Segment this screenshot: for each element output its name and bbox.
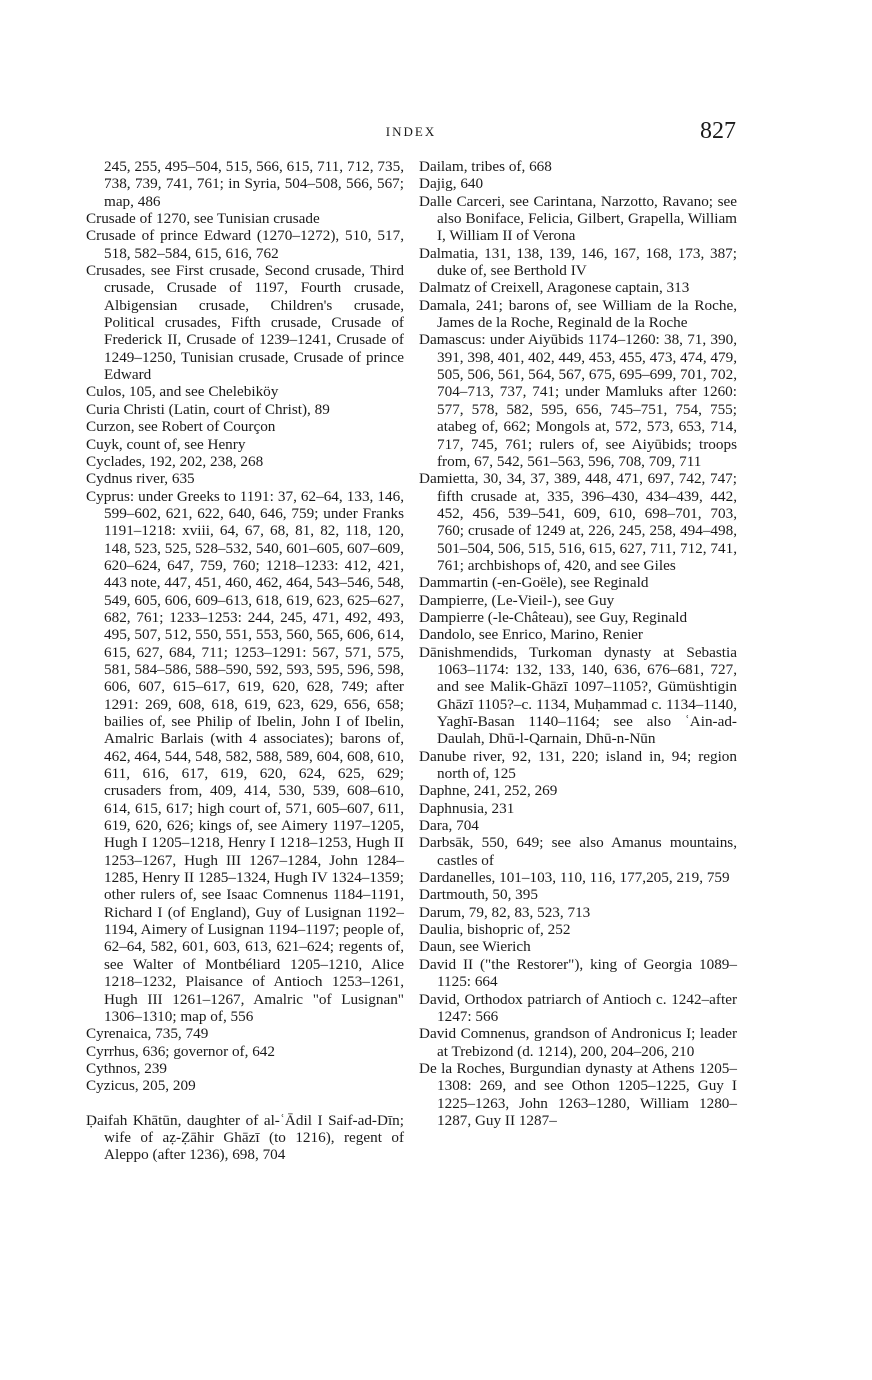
running-head	[86, 120, 736, 150]
index-entry: Cyprus: under Greeks to 1191: 37, 62–64, 133, 146, 599–602, 621, 622, 640, 646, 759; under Franks 1191–1218: xviii, 64, 67, 68, 81, 82, 118, 120, 148, 523, 525, 528–532, 540, 601–605, 607–609, 620–624, 647, 759, 760; 1218–1233: 412, 421, 443 note, 447, 451, 460, 462, 464, 543–546, 548, 549, 605, 606, 609–613, 618, 619, 623, 625–627, 682, 761; 1233–1253: 244, 245, 471, 492, 493, 495, 507, 512, 550, 551, 553, 560, 565, 606, 614, 615, 627, 684, 711; 1253–1291: 567, 571, 575, 581, 584–586, 588–590, 592, 593, 595, 596, 598, 606, 607, 615–617, 619, 620, 628, 749; after 1291: 269, 608, 618, 619, 623, 629, 656, 658; bailies of, see Philip of Ibelin, John I of Ibelin, Amalric Barlais (with 4 associates); barons of, 462, 464, 544, 548, 582, 588, 589, 604, 608, 610, 611, 616, 617, 619, 620, 624, 625, 629; crusaders from, 409, 414, 530, 539, 608–610, 614, 615, 617; high court of, 571, 605–607, 611, 619, 620, 626; kings of, see Aimery 1197–1205, Hugh I 1205–1218, Henry I 1218–1253, Hugh II 1253–1267, Hugh III 1267–1284, John 1284–1285, Henry II 1285–1324, Hugh IV 1324–1359; other rulers of, see Isaac Comnenus 1184–1191, Richard I (of England), Guy of Lusignan 1192–1194, Aimery of Lusignan 1194–1197; people of, 62–64, 582, 601, 603, 613, 621–624; regents of, see Walter of Montbéliard 1205–1210, Alice 1218–1232, Plaisance of Antioch 1253–1261, Hugh III 1261–1267, Amalric "of Lusignan" 1306–1310; map of, 556	[86, 487, 404, 1025]
index-entry: Dara, 704	[419, 817, 479, 835]
index-entry: Darum, 79, 82, 83, 523, 713	[419, 903, 591, 921]
index-entry: Dalmatia, 131, 138, 139, 146, 167, 168, 173, 387; duke of, see Berthold IV	[419, 244, 737, 280]
index-column-right	[419, 158, 737, 1129]
index-entry: Damala, 241; barons of, see William de la Roche, James de la Roche, Reginald de la Roche	[419, 296, 737, 332]
index-entry: Cuyk, count of, see Henry	[86, 435, 246, 453]
index-entry: Dardanelles, 101–103, 110, 116, 177,205, 219, 759	[419, 869, 730, 887]
page-number: 827	[700, 118, 736, 144]
index-entry: Dammartin (-en-Goële), see Reginald	[419, 574, 649, 592]
index-entry: Daphne, 241, 252, 269	[419, 782, 558, 800]
index-entry: Daulia, bishopric of, 252	[419, 921, 571, 939]
index-entry: Dandolo, see Enrico, Marino, Renier	[419, 626, 643, 644]
index-entry: Daun, see Wierich	[419, 938, 531, 956]
index-entry: Culos, 105, and see Chelebiköy	[86, 383, 279, 401]
index-entry: Cydnus river, 635	[86, 470, 195, 488]
index-entry: Dartmouth, 50, 395	[419, 886, 538, 904]
index-entry: Danube river, 92, 131, 220; island in, 94; region north of, 125	[419, 747, 737, 783]
index-entry: David II ("the Restorer"), king of Georgia 1089–1125: 664	[419, 955, 737, 991]
index-entry: Crusade of prince Edward (1270–1272), 510, 517, 518, 582–584, 615, 616, 762	[86, 227, 404, 262]
index-entry: Curia Christi (Latin, court of Christ), 89	[86, 400, 330, 418]
index-entry: Dampierre (-le-Château), see Guy, Reginald	[419, 608, 688, 626]
index-entry: Daphnusia, 231	[419, 799, 515, 817]
index-entry: De la Roches, Burgundian dynasty at Athens 1205–1308: 269, and see Othon 1205–1225, Guy I 1225–1263, John 1263–1280, William 1280–1287, Guy II 1287–	[419, 1059, 737, 1129]
index-entry: Cyrenaica, 735, 749	[86, 1025, 209, 1043]
index-entry: Damietta, 30, 34, 37, 389, 448, 471, 697, 742, 747; fifth crusade at, 335, 396–430, 434–439, 442, 452, 456, 539–541, 609, 610, 698–701, 703, 760; crusade of 1249 at, 226, 245, 258, 494–498, 501–504, 506, 515, 516, 615, 627, 711, 712, 741, 761; archbishops of, 420, and see Giles	[419, 470, 737, 574]
index-entry: Dalmatz of Creixell, Aragonese captain, 313	[419, 279, 690, 297]
index-entry: Crusade of 1270, see Tunisian crusade	[86, 210, 320, 228]
index-entry-continuation: 245, 255, 495–504, 515, 566, 615, 711, 712, 735, 738, 739, 741, 761; in Syria, 504–508, 566, 567; map, 486	[104, 158, 404, 210]
index-entry: Cyclades, 192, 202, 238, 268	[86, 452, 264, 470]
index-entry: David Comnenus, grandson of Andronicus I; leader at Trebizond (d. 1214), 200, 204–206, 210	[419, 1025, 737, 1060]
index-entry: Cyrrhus, 636; governor of, 642	[86, 1042, 275, 1060]
index-entry: Dajig, 640	[419, 175, 484, 193]
letter-section-break	[86, 1095, 404, 1112]
index-entry: Dalle Carceri, see Carintana, Narzotto, Ravano; see also Boniface, Felicia, Gilbert, Grapella, William I, William II of Verona	[419, 192, 737, 245]
running-title: INDEX	[385, 124, 437, 139]
index-entry: Crusades, see First crusade, Second crusade, Third crusade, Crusade of 1197, Fourth crusade, Albigensian crusade, Children's crusade, Political crusades, Fifth crusade, Crusade of Frederick II, Crusade of 1239–1241, Crusade of 1249–1250, Tunisian crusade, Crusade of prince Edward	[86, 262, 404, 384]
index-entry: Ḍaifah Khātūn, daughter of al-ʿĀdil I Saif-ad-Dīn; wife of aẓ-Ẓāhir Ghāzī (to 1216), regent of Aleppo (after 1236), 698, 704	[86, 1111, 404, 1164]
index-entry: Dailam, tribes of, 668	[419, 158, 552, 175]
index-entry: David, Orthodox patriarch of Antioch c. 1242–after 1247: 566	[419, 990, 737, 1025]
index-column-left	[86, 158, 404, 1164]
index-entry: Curzon, see Robert of Courçon	[86, 418, 276, 436]
index-entry: Cythnos, 239	[86, 1059, 168, 1077]
index-entry: Darbsāk, 550, 649; see also Amanus mountains, castles of	[419, 834, 737, 869]
index-entry: Cyzicus, 205, 209	[86, 1077, 196, 1095]
index-entry: Damascus: under Aiyūbids 1174–1260: 38, 71, 390, 391, 398, 401, 402, 449, 453, 455, 473, 474, 479, 505, 506, 561, 564, 567, 675, 695–699, 701, 702, 704–713, 737, 741; under Mamluks after 1260: 577, 578, 582, 595, 656, 745–751, 754, 755; atabeg of, 662; Mongols at, 572, 573, 653, 714, 717, 745, 761; rulers of, see Aiyūbids; troops from, 67, 542, 561–563, 596, 708, 709, 711	[419, 331, 737, 470]
index-entry: Dānishmendids, Turkoman dynasty at Sebastia 1063–1174: 132, 133, 140, 636, 676–681, 727, and see Malik-Ghāzī 1097–1105?, Gümüshtigin Ghāzī 1105?–c. 1134, Muḥammad c. 1134–1140, Yaghī-Basan 1140–1164; see also ʿAin-ad-Daulah, Dhū-l-Qarnain, Dhū-n-Nūn	[419, 643, 737, 748]
index-entry: Dampierre, (Le-Vieil-), see Guy	[419, 591, 615, 609]
